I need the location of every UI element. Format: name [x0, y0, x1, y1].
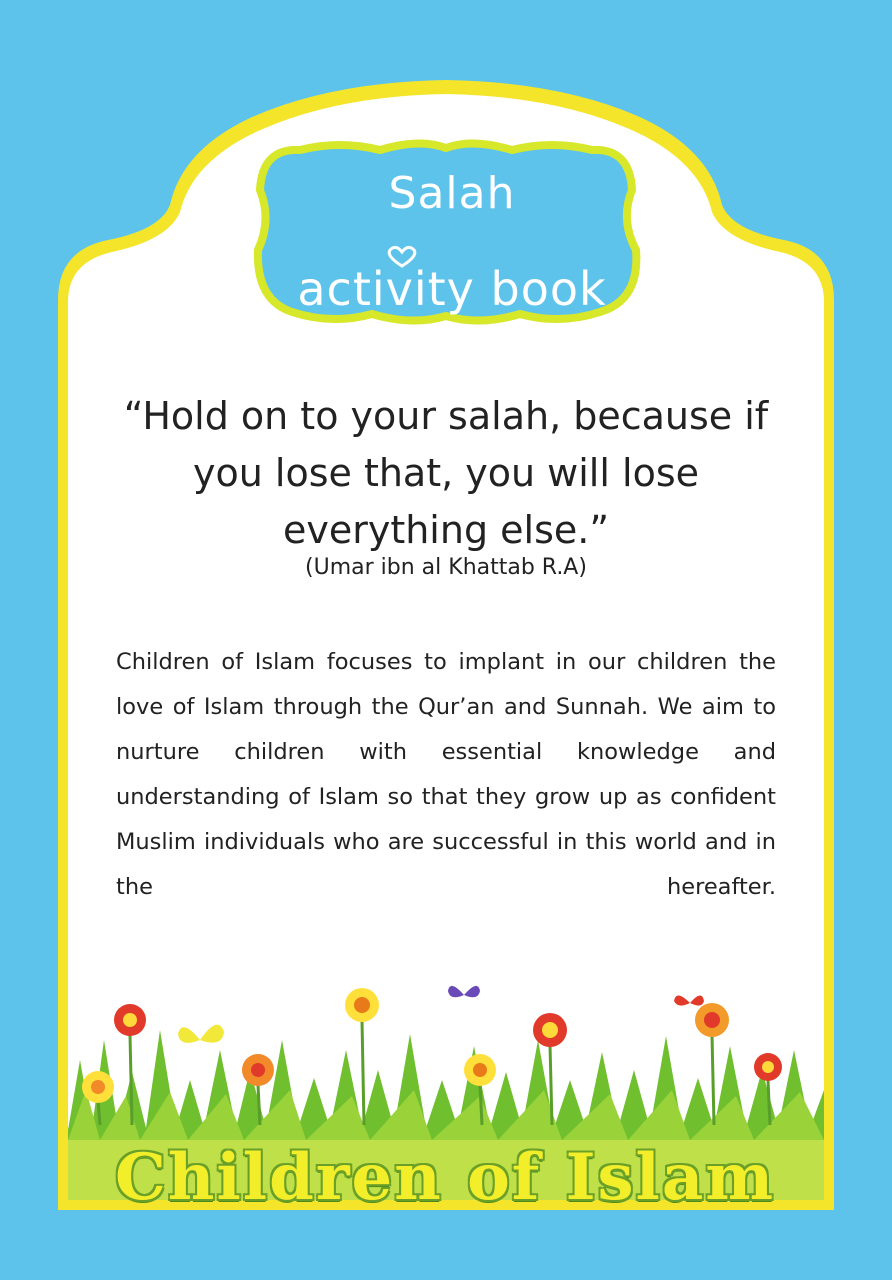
flower-icon	[464, 1054, 496, 1086]
flower-icon	[345, 988, 379, 1022]
title-line-salah: Salah	[388, 168, 516, 219]
flower-icon	[242, 1054, 274, 1086]
flower-icon	[533, 1013, 567, 1047]
brand-wordmark: Children of Islam	[114, 1140, 776, 1215]
quote-text: “Hold on to your salah, because if you lose that, you will lose everything else.”	[123, 394, 769, 552]
description-paragraph: Children of Islam focuses to implant in our children the love of Islam through the Qur’an and Sunnah. We aim to nurture children with essential knowledge and understanding of Islam so that they grow up as confident Muslim individuals who are successful in this world and in the hereafter.	[116, 649, 776, 900]
flower-icon	[82, 1071, 114, 1103]
flower-icon	[754, 1053, 782, 1081]
title-line-activity-book: activity book	[297, 262, 607, 316]
flower-icon	[695, 1003, 729, 1037]
flower-icon	[114, 1004, 146, 1036]
quote-attribution: (Umar ibn al Khattab R.A)	[305, 555, 587, 580]
